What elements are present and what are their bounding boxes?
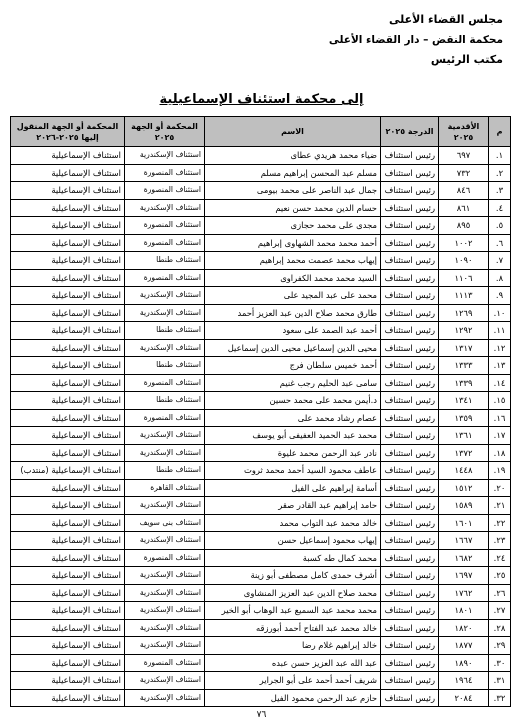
row-number: ١. [489, 147, 511, 165]
name-cell: خالد إبراهيم غلام رضا [205, 637, 381, 655]
row-number: ٥. [489, 217, 511, 235]
col-header-grade: الدرجة ٢٠٢٥ [381, 117, 439, 147]
table-row [11, 339, 511, 357]
current-court-cell: استئناف الإسكندرية [125, 619, 205, 637]
name-cell: حسام الدين محمد حسن نعيم [205, 199, 381, 217]
seniority-cell: ١٦٨٢ [439, 549, 489, 567]
current-court-cell: استئناف المنصورة [125, 217, 205, 235]
seniority-cell: ١٦٩٧ [439, 567, 489, 585]
current-court-cell: استئناف المنصورة [125, 164, 205, 182]
current-court-cell: استئناف الإسكندرية [125, 584, 205, 602]
grade-cell: رئيس استئناف [381, 497, 439, 515]
seniority-cell: ١٨٩٠ [439, 654, 489, 672]
name-cell: عصام رشاد محمد على [205, 409, 381, 427]
current-court-cell: استئناف الإسكندرية [125, 602, 205, 620]
grade-cell: رئيس استئناف [381, 567, 439, 585]
destination-cell: استئناف الإسماعيلية [11, 147, 125, 165]
seniority-cell: ١٦٦٧ [439, 532, 489, 550]
table-header-row [11, 117, 511, 147]
destination-cell: استئناف الإسماعيلية [11, 532, 125, 550]
destination-cell: استئناف الإسماعيلية [11, 584, 125, 602]
seniority-cell: ١٥٨٩ [439, 497, 489, 515]
name-cell: طارق محمد صلاح الدين عبد العزيز أحمد [205, 304, 381, 322]
letterhead [329, 10, 503, 70]
grade-cell: رئيس استئناف [381, 654, 439, 672]
current-court-cell: استئناف طنطا [125, 322, 205, 340]
destination-cell: استئناف الإسماعيلية [11, 619, 125, 637]
grade-cell: رئيس استئناف [381, 217, 439, 235]
table-row [11, 567, 511, 585]
table-row [11, 357, 511, 375]
name-cell: مجدى على محمد حجازى [205, 217, 381, 235]
seniority-cell: ١٣٤١ [439, 392, 489, 410]
name-cell: خالد محمد عبد التواب محمد [205, 514, 381, 532]
destination-cell: استئناف الإسماعيلية (منتدب) [11, 462, 125, 480]
row-number: ٢٨. [489, 619, 511, 637]
current-court-cell: استئناف طنطا [125, 462, 205, 480]
table-row [11, 672, 511, 690]
name-cell: إيهاب محمد عصمت محمد إبراهيم [205, 252, 381, 270]
current-court-cell: استئناف القاهرة [125, 479, 205, 497]
row-number: ٣٠. [489, 654, 511, 672]
name-cell: مسلم عبد المحسن إبراهيم مسلم [205, 164, 381, 182]
row-number: ١٤. [489, 374, 511, 392]
row-number: ١٦. [489, 409, 511, 427]
grade-cell: رئيس استئناف [381, 392, 439, 410]
table-row [11, 199, 511, 217]
table-row [11, 479, 511, 497]
destination-cell: استئناف الإسماعيلية [11, 567, 125, 585]
seniority-cell: ١٣٥٩ [439, 409, 489, 427]
current-court-cell: استئناف الإسكندرية [125, 147, 205, 165]
current-court-cell: استئناف المنصورة [125, 374, 205, 392]
name-cell: ضياء محمد هريدي عطاى [205, 147, 381, 165]
current-court-cell: استئناف المنصورة [125, 549, 205, 567]
table-row [11, 427, 511, 445]
current-court-cell: استئناف المنصورة [125, 409, 205, 427]
row-number: ٢١. [489, 497, 511, 515]
destination-cell: استئناف الإسماعيلية [11, 287, 125, 305]
destination-cell: استئناف الإسماعيلية [11, 672, 125, 690]
table-row [11, 602, 511, 620]
row-number: ٨. [489, 269, 511, 287]
grade-cell: رئيس استئناف [381, 234, 439, 252]
destination-cell: استئناف الإسماعيلية [11, 444, 125, 462]
grade-cell: رئيس استئناف [381, 287, 439, 305]
current-court-cell: استئناف طنطا [125, 357, 205, 375]
seniority-cell: ٨٤٦ [439, 182, 489, 200]
row-number: ٢٩. [489, 637, 511, 655]
grade-cell: رئيس استئناف [381, 619, 439, 637]
name-cell: محمد على عبد المجيد على [205, 287, 381, 305]
destination-cell: استئناف الإسماعيلية [11, 322, 125, 340]
name-cell: محمد محمد عبد السميع عبد الوهاب أبو الخير [205, 602, 381, 620]
seniority-cell: ١٨٧٧ [439, 637, 489, 655]
destination-cell: استئناف الإسماعيلية [11, 689, 125, 707]
table-row [11, 497, 511, 515]
grade-cell: رئيس استئناف [381, 584, 439, 602]
name-cell: جمال عبد الناصر على محمد بيومى [205, 182, 381, 200]
grade-cell: رئيس استئناف [381, 357, 439, 375]
grade-cell: رئيس استئناف [381, 199, 439, 217]
destination-cell: استئناف الإسماعيلية [11, 514, 125, 532]
seniority-cell: ٨٦١ [439, 199, 489, 217]
destination-cell: استئناف الإسماعيلية [11, 269, 125, 287]
seniority-cell: ١٣٦١ [439, 427, 489, 445]
table-row [11, 287, 511, 305]
seniority-cell: ١٥١٢ [439, 479, 489, 497]
row-number: ٦. [489, 234, 511, 252]
row-number: ٤. [489, 199, 511, 217]
row-number: ١٩. [489, 462, 511, 480]
seniority-cell: ١٣١٧ [439, 339, 489, 357]
table-row [11, 462, 511, 480]
name-cell: أشرف حمدى كامل مصطفى أبو زينة [205, 567, 381, 585]
grade-cell: رئيس استئناف [381, 549, 439, 567]
grade-cell: رئيس استئناف [381, 304, 439, 322]
name-cell: نادر عبد الرحمن محمد عليوة [205, 444, 381, 462]
grade-cell: رئيس استئناف [381, 462, 439, 480]
table-row [11, 409, 511, 427]
office-name: مكتب الرئيس [430, 53, 503, 66]
table-row [11, 532, 511, 550]
grade-cell: رئيس استئناف [381, 427, 439, 445]
current-court-cell: استئناف الإسكندرية [125, 427, 205, 445]
table-body [11, 147, 511, 707]
name-cell: شريف أحمد أحمد على أبو الجراير [205, 672, 381, 690]
seniority-cell: ١٦٠١ [439, 514, 489, 532]
table-row [11, 374, 511, 392]
table-row [11, 269, 511, 287]
destination-cell: استئناف الإسماعيلية [11, 234, 125, 252]
current-court-cell: استئناف الإسكندرية [125, 672, 205, 690]
current-court-cell: استئناف الإسكندرية [125, 567, 205, 585]
seniority-cell: ٦٩٧ [439, 147, 489, 165]
transfer-table [10, 116, 511, 707]
row-number: ٢٧. [489, 602, 511, 620]
row-number: ١٥. [489, 392, 511, 410]
table-row [11, 654, 511, 672]
name-cell: د.أيمن محمد على محمد حسين [205, 392, 381, 410]
seniority-cell: ١٠٩٠ [439, 252, 489, 270]
court-name: محكمة النقض – دار القضاء الأعلى [328, 34, 503, 46]
current-court-cell: استئناف الإسكندرية [125, 199, 205, 217]
current-court-cell: استئناف المنصورة [125, 234, 205, 252]
destination-cell: استئناف الإسماعيلية [11, 374, 125, 392]
name-cell: خالد محمد عبد الفتاح أحمد أبورزقه [205, 619, 381, 637]
grade-cell: رئيس استئناف [381, 164, 439, 182]
current-court-cell: استئناف الإسكندرية [125, 339, 205, 357]
row-number: ٣. [489, 182, 511, 200]
row-number: ١٣. [489, 357, 511, 375]
grade-cell: رئيس استئناف [381, 444, 439, 462]
current-court-cell: استئناف بنى سويف [125, 514, 205, 532]
destination-cell: استئناف الإسماعيلية [11, 182, 125, 200]
current-court-cell: استئناف المنصورة [125, 182, 205, 200]
destination-cell: استئناف الإسماعيلية [11, 549, 125, 567]
table-row [11, 619, 511, 637]
table-row [11, 164, 511, 182]
destination-cell: استئناف الإسماعيلية [11, 427, 125, 445]
name-cell: السيد محمد محمد الكفراوى [205, 269, 381, 287]
row-number: ٢٦. [489, 584, 511, 602]
name-cell: إيهاب محمود إسماعيل حسن [205, 532, 381, 550]
destination-cell: استئناف الإسماعيلية [11, 392, 125, 410]
current-court-cell: استئناف الإسكندرية [125, 287, 205, 305]
col-header-name: الاسم [205, 117, 381, 147]
section-title [0, 92, 523, 107]
destination-cell: استئناف الإسماعيلية [11, 654, 125, 672]
name-cell: أحمد عبد الصمد على سعود [205, 322, 381, 340]
current-court-cell: استئناف الإسكندرية [125, 304, 205, 322]
current-court-cell: استئناف الإسكندرية [125, 444, 205, 462]
grade-cell: رئيس استئناف [381, 147, 439, 165]
seniority-cell: ١٧٦٢ [439, 584, 489, 602]
seniority-cell: ١٢٩٢ [439, 322, 489, 340]
col-header-num: م [489, 117, 511, 147]
section-title-text: إلى محكمة استئناف الإسماعيلية [159, 92, 364, 107]
name-cell: أسامة إبراهيم على الفيل [205, 479, 381, 497]
destination-cell: استئناف الإسماعيلية [11, 637, 125, 655]
destination-cell: استئناف الإسماعيلية [11, 164, 125, 182]
current-court-cell: استئناف طنطا [125, 392, 205, 410]
name-cell: محيى الدين إسماعيل محيى الدين إسماعيل [205, 339, 381, 357]
destination-cell: استئناف الإسماعيلية [11, 602, 125, 620]
grade-cell: رئيس استئناف [381, 532, 439, 550]
row-number: ١٨. [489, 444, 511, 462]
col-header-destination: المحكمة أو الجهة المنقول إليها ٢٠٢٥-٢٠٢٦ [11, 117, 125, 147]
name-cell: عبد الله عبد العزيز حسن عبده [205, 654, 381, 672]
seniority-cell: ١٨٢٠ [439, 619, 489, 637]
current-court-cell: استئناف الإسكندرية [125, 637, 205, 655]
grade-cell: رئيس استئناف [381, 374, 439, 392]
name-cell: محمد عبد الحميد العفيفى أبو يوسف [205, 427, 381, 445]
row-number: ٩. [489, 287, 511, 305]
current-court-cell: استئناف المنصورة [125, 654, 205, 672]
grade-cell: رئيس استئناف [381, 689, 439, 707]
grade-cell: رئيس استئناف [381, 514, 439, 532]
table-row [11, 689, 511, 707]
destination-cell: استئناف الإسماعيلية [11, 199, 125, 217]
row-number: ٢٤. [489, 549, 511, 567]
table-row [11, 322, 511, 340]
current-court-cell: استئناف الإسكندرية [125, 497, 205, 515]
seniority-cell: ١١٠٦ [439, 269, 489, 287]
destination-cell: استئناف الإسماعيلية [11, 409, 125, 427]
seniority-cell: ١٩٦٤ [439, 672, 489, 690]
row-number: ١١. [489, 322, 511, 340]
table-row [11, 147, 511, 165]
current-court-cell: استئناف المنصورة [125, 269, 205, 287]
table-row [11, 549, 511, 567]
row-number: ٣٢. [489, 689, 511, 707]
grade-cell: رئيس استئناف [381, 672, 439, 690]
row-number: ١٧. [489, 427, 511, 445]
seniority-cell: ١٤٤٨ [439, 462, 489, 480]
row-number: ٣١. [489, 672, 511, 690]
table-row [11, 584, 511, 602]
name-cell: أحمد محمد محمد الشهاوى إبراهيم [205, 234, 381, 252]
grade-cell: رئيس استئناف [381, 269, 439, 287]
destination-cell: استئناف الإسماعيلية [11, 217, 125, 235]
current-court-cell: استئناف طنطا [125, 252, 205, 270]
name-cell: محمد كمال طه كسبة [205, 549, 381, 567]
destination-cell: استئناف الإسماعيلية [11, 497, 125, 515]
seniority-cell: ١٣٣٩ [439, 374, 489, 392]
name-cell: سامى عبد الحليم رجب غنيم [205, 374, 381, 392]
grade-cell: رئيس استئناف [381, 339, 439, 357]
destination-cell: استئناف الإسماعيلية [11, 339, 125, 357]
seniority-cell: ١٣٧٢ [439, 444, 489, 462]
row-number: ٢٥. [489, 567, 511, 585]
table-row [11, 514, 511, 532]
seniority-cell: ٢٠٨٤ [439, 689, 489, 707]
col-header-court: المحكمة أو الجهة ٢٠٢٥ [125, 117, 205, 147]
current-court-cell: استئناف الإسكندرية [125, 689, 205, 707]
grade-cell: رئيس استئناف [381, 322, 439, 340]
destination-cell: استئناف الإسماعيلية [11, 304, 125, 322]
grade-cell: رئيس استئناف [381, 252, 439, 270]
col-header-seniority: الأقدمية ٢٠٢٥ [439, 117, 489, 147]
seniority-cell: ٧٣٢ [439, 164, 489, 182]
page-number: ٧٦ [256, 710, 267, 720]
council-name: مجلس القضاء الأعلى [389, 13, 503, 26]
name-cell: عاطف محمود السيد أحمد محمد ثروت [205, 462, 381, 480]
row-number: ٢. [489, 164, 511, 182]
row-number: ٢٣. [489, 532, 511, 550]
table-row [11, 234, 511, 252]
name-cell: حامد إبراهيم عبد القادر صقر [205, 497, 381, 515]
grade-cell: رئيس استئناف [381, 602, 439, 620]
row-number: ٧. [489, 252, 511, 270]
destination-cell: استئناف الإسماعيلية [11, 479, 125, 497]
seniority-cell: ١٣٣٣ [439, 357, 489, 375]
seniority-cell: ١٢٦٩ [439, 304, 489, 322]
table-row [11, 304, 511, 322]
row-number: ٢٢. [489, 514, 511, 532]
table-row [11, 217, 511, 235]
name-cell: أحمد خميس سلطان فرج [205, 357, 381, 375]
table-row [11, 637, 511, 655]
table-row [11, 444, 511, 462]
row-number: ١٢. [489, 339, 511, 357]
name-cell: محمد صلاح الدين عبد العزيز المنشاوى [205, 584, 381, 602]
seniority-cell: ١١١٣ [439, 287, 489, 305]
seniority-cell: ٨٩٥ [439, 217, 489, 235]
grade-cell: رئيس استئناف [381, 409, 439, 427]
destination-cell: استئناف الإسماعيلية [11, 252, 125, 270]
table-row [11, 182, 511, 200]
row-number: ٢٠. [489, 479, 511, 497]
name-cell: حازم عبد الرحمن محمود الفيل [205, 689, 381, 707]
seniority-cell: ١٠٠٢ [439, 234, 489, 252]
table-row [11, 252, 511, 270]
grade-cell: رئيس استئناف [381, 479, 439, 497]
grade-cell: رئيس استئناف [381, 182, 439, 200]
current-court-cell: استئناف الإسكندرية [125, 532, 205, 550]
grade-cell: رئيس استئناف [381, 637, 439, 655]
table-row [11, 392, 511, 410]
seniority-cell: ١٨٠١ [439, 602, 489, 620]
row-number: ١٠. [489, 304, 511, 322]
destination-cell: استئناف الإسماعيلية [11, 357, 125, 375]
